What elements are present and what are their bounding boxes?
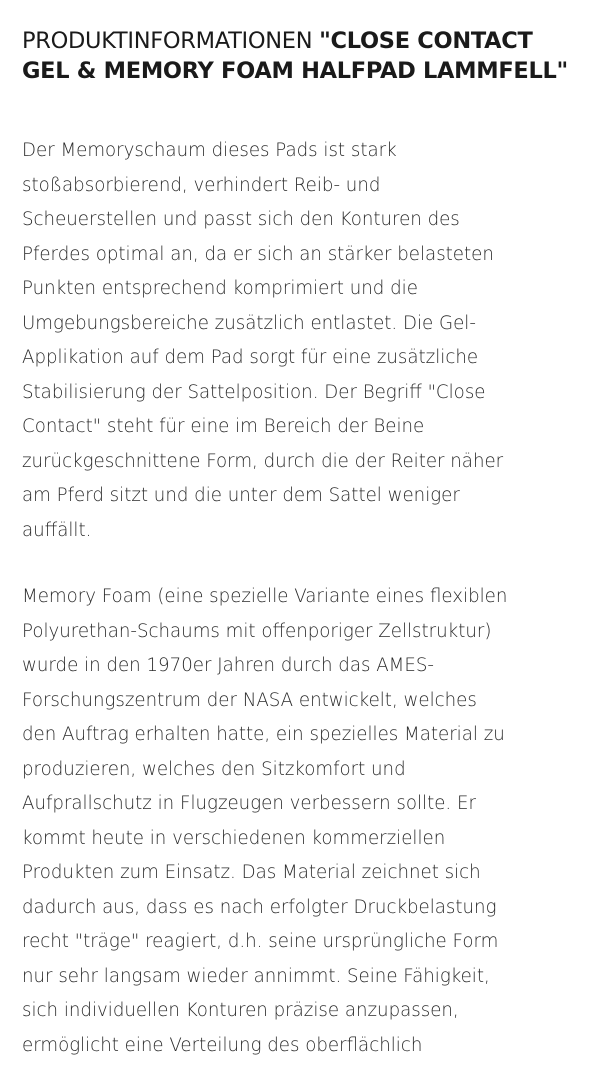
text-line: am Pferd sitzt und die unter dem Sattel weniger xyxy=(22,485,460,506)
text-line: produzieren, welches den Sitzkomfort und xyxy=(22,758,406,780)
text-line: Pferdes optimal an, da er sich an stärker belasteten xyxy=(22,243,494,265)
text-line: sich individuellen Konturen präzise anzupassen, xyxy=(22,1000,459,1021)
text-line: den Auftrag erhalten hatte, ein spezielles Material zu xyxy=(22,724,505,745)
text-line: nur sehr langsam wieder annimmt. Seine Fähigkeit, xyxy=(22,965,490,987)
text-line: dadurch aus, dass es nach erfolgter Druckbelastung xyxy=(22,896,497,918)
page-title xyxy=(22,26,607,86)
paragraph-memory-foam-pad xyxy=(22,134,607,548)
product-info-page xyxy=(22,0,607,1056)
text-line: kommt heute in verschiedenen kommerziellen xyxy=(22,827,446,849)
text-line: Der Memoryschaum dieses Pads ist stark xyxy=(22,140,397,161)
title-product-line-2: GEL & MEMORY FOAM HALFPAD LAMMFELL" xyxy=(22,58,568,84)
text-line: Stabilisierung der Sattelposition. Der Begriff "Close xyxy=(22,381,486,403)
text-line: Produkten zum Einsatz. Das Material zeichnet sich xyxy=(22,862,481,883)
paragraph-memory-foam-history xyxy=(22,580,607,1063)
text-line: Punkten entsprechend komprimiert und die xyxy=(22,278,418,299)
text-line: stoßabsorbierend, verhindert Reib- und xyxy=(22,174,381,196)
title-product-line-1: "CLOSE CONTACT xyxy=(319,28,533,54)
text-line: Memory Foam (eine spezielle Variante eines flexiblen xyxy=(22,586,508,607)
text-line: Polyurethan-Schaums mit offenporiger Zellstruktur) xyxy=(22,620,492,642)
text-line: Contact" steht für eine im Bereich der Beine xyxy=(22,416,425,437)
text-line: Forschungszentrum der NASA entwickelt, welches xyxy=(22,689,477,711)
text-line: Scheuerstellen und passt sich den Konturen des xyxy=(22,209,460,230)
text-line: Aufprallschutz in Flugzeugen verbessern sollte. Er xyxy=(22,793,476,814)
text-line: ermöglicht eine Verteilung des oberflächlich xyxy=(22,1034,423,1056)
text-line: Umgebungsbereiche zusätzlich entlastet. Die Gel- xyxy=(22,312,476,334)
text-line: auffällt. xyxy=(22,519,92,541)
text-line: Applikation auf dem Pad sorgt für eine zusätzliche xyxy=(22,347,479,368)
title-prefix: PRODUKTINFORMATIONEN xyxy=(22,28,320,54)
text-line: recht "träge" reagiert, d.h. seine ursprüngliche Form xyxy=(22,931,499,952)
text-line: wurde in den 1970er Jahren durch das AMES- xyxy=(22,655,434,676)
text-line: zurückgeschnittene Form, durch die der Reiter näher xyxy=(22,450,504,472)
